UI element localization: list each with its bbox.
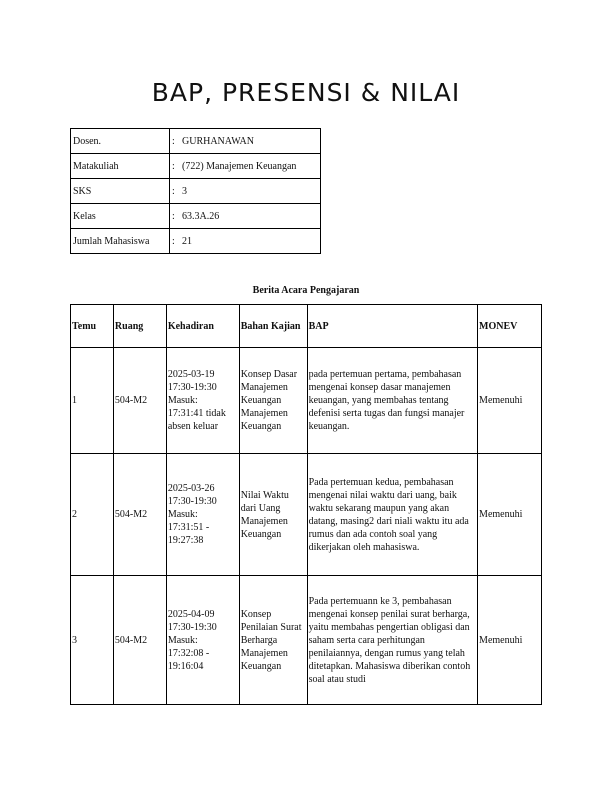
cell-kehadiran: 2025-03-19 17:30-19:30 Masuk: 17:31:41 tidak absen keluar: [166, 348, 239, 454]
cell-temu: 3: [71, 576, 114, 705]
cell-ruang: 504-M2: [113, 454, 166, 576]
table-row: [71, 348, 542, 454]
cell-monev: Memenuhi: [478, 576, 542, 705]
header-monev: MONEV: [478, 305, 542, 348]
info-separator: :: [170, 229, 181, 254]
info-label: Dosen.: [71, 129, 170, 154]
info-row: [71, 154, 321, 179]
cell-bap: pada pertemuan pertama, pembahasan mengenai konsep dasar manajemen keuangan, yang membahas tentang defenisi serta tugas dan fungsi manajer keuangan.: [307, 348, 477, 454]
cell-bap: Pada pertemuann ke 3, pembahasan mengenai konsep penilai surat berharga, yaitu membahas pengertian obligasi dan saham serta cara perhitungan penilaiannya, dengan rumus yang telah ditetapkan. Mahasiswa diberikan contoh soal atau studi: [307, 576, 477, 705]
bap-table: [70, 304, 542, 705]
cell-kehadiran: 2025-03-26 17:30-19:30 Masuk: 17:31:51 - 19:27:38: [166, 454, 239, 576]
table-row: [71, 454, 542, 576]
info-label: Jumlah Mahasiswa: [71, 229, 170, 254]
info-value: GURHANAWAN: [180, 129, 321, 154]
info-separator: :: [170, 154, 181, 179]
header-kehadiran: Kehadiran: [166, 305, 239, 348]
info-label: Matakuliah: [71, 154, 170, 179]
table-row: [71, 576, 542, 705]
cell-ruang: 504-M2: [113, 576, 166, 705]
header-ruang: Ruang: [113, 305, 166, 348]
cell-bahan-kajian: Nilai Waktu dari Uang Manajemen Keuangan: [239, 454, 307, 576]
section-title: Berita Acara Pengajaran: [252, 285, 360, 296]
info-row: [71, 229, 321, 254]
header-bahan-kajian: Bahan Kajian: [239, 305, 307, 348]
info-value: 3: [180, 179, 321, 204]
cell-kehadiran: 2025-04-09 17:30-19:30 Masuk: 17:32:08 - 19:16:04: [166, 576, 239, 705]
header-bap: BAP: [307, 305, 477, 348]
info-label: SKS: [71, 179, 170, 204]
info-row: [71, 179, 321, 204]
course-info-table: [70, 128, 321, 254]
info-label: Kelas: [71, 204, 170, 229]
cell-monev: Memenuhi: [478, 454, 542, 576]
info-separator: :: [170, 179, 181, 204]
header-temu: Temu: [71, 305, 114, 348]
info-value: 63.3A.26: [180, 204, 321, 229]
page-title: BAP, PRESENSI & NILAI: [151, 78, 461, 107]
cell-bahan-kajian: Konsep Penilaian Surat Berharga Manajemen Keuangan: [239, 576, 307, 705]
info-row: [71, 129, 321, 154]
cell-monev: Memenuhi: [478, 348, 542, 454]
cell-temu: 1: [71, 348, 114, 454]
cell-ruang: 504-M2: [113, 348, 166, 454]
info-value: 21: [180, 229, 321, 254]
cell-bahan-kajian: Konsep Dasar Manajemen Keuangan Manajemen Keuangan: [239, 348, 307, 454]
cell-bap: Pada pertemuan kedua, pembahasan mengenai nilai waktu dari uang, baik waktu sekarang maupun yang akan datang, masing2 dari niali waktu itu ada rumus dan ada contoh soal yang dikerjakan oleh mahasiswa.: [307, 454, 477, 576]
info-row: [71, 204, 321, 229]
info-separator: :: [170, 129, 181, 154]
info-separator: :: [170, 204, 181, 229]
info-value: (722) Manajemen Keuangan: [180, 154, 321, 179]
cell-temu: 2: [71, 454, 114, 576]
table-header-row: [71, 305, 542, 348]
